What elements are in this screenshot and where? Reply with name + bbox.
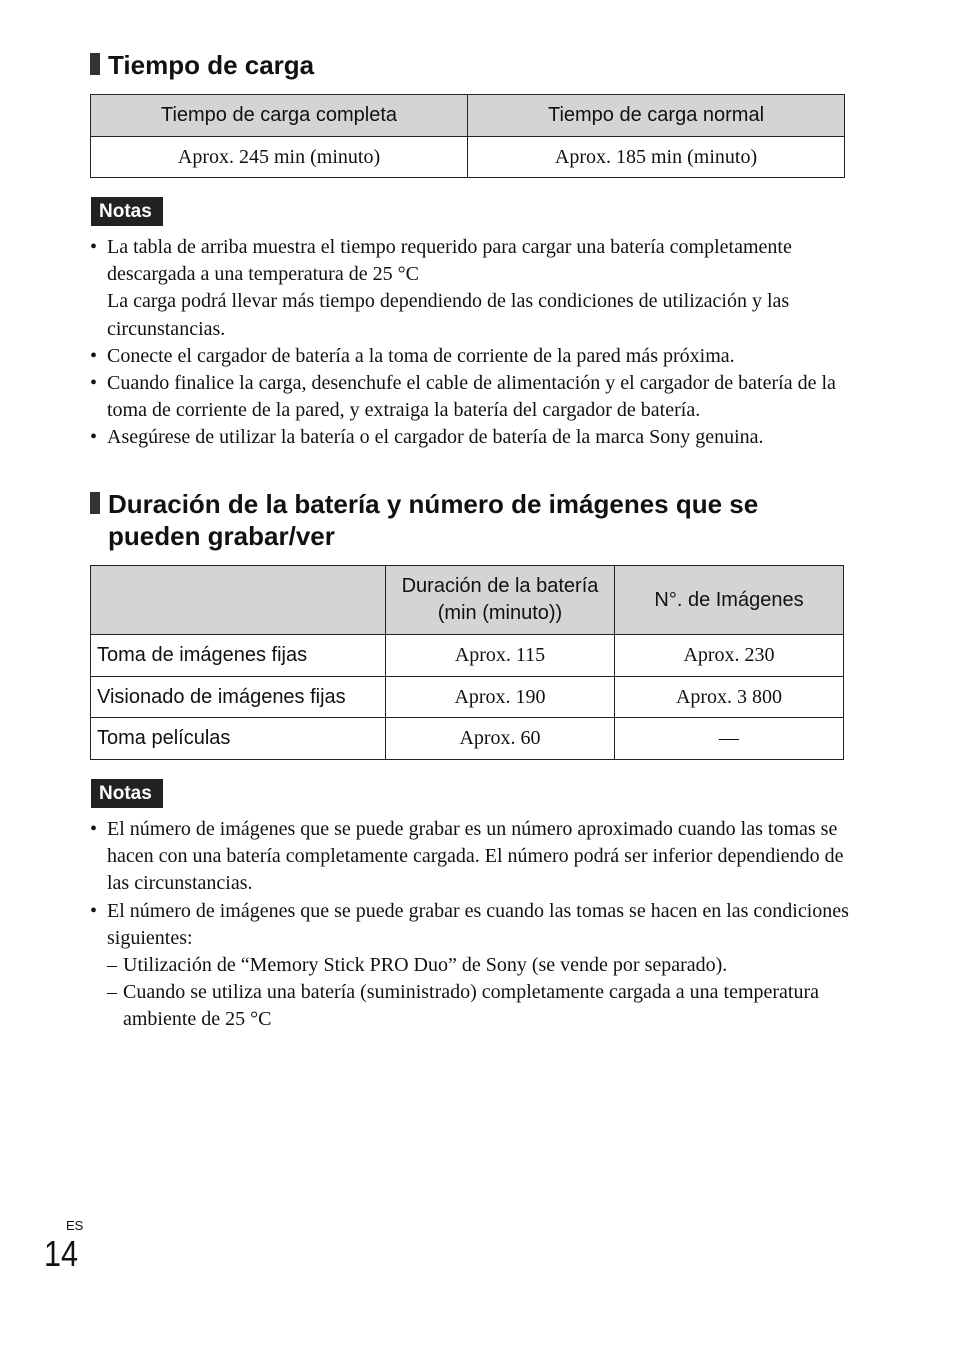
list-item xyxy=(90,343,850,370)
condition-text: Utilización de “Memory Stick PRO Duo” de Sony (se vende por separado). xyxy=(123,954,728,977)
condition-item xyxy=(107,952,850,979)
row-label: Visionado de imágenes fijas xyxy=(91,677,386,718)
note-text: Cuando finalice la carga, desenchufe el cable de alimentación y el cargador de batería de la toma de corriente de la pared, y extraiga la batería del cargador de batería. xyxy=(107,372,836,422)
condition-item xyxy=(107,979,850,1033)
charge-notes-list xyxy=(90,234,850,452)
note-text: Asegúrese de utilizar la batería o el cargador de batería de la marca Sony genuina. xyxy=(107,426,764,449)
table-header-row xyxy=(91,95,845,137)
language-code: ES xyxy=(66,1218,84,1233)
note-text: La tabla de arriba muestra el tiempo requerido para cargar una batería completamente descargada a una temperatura de 25 °C xyxy=(107,236,792,286)
table-header-cell: Tiempo de carga normal xyxy=(468,95,845,137)
bullet-icon: • xyxy=(90,818,98,840)
note-text: El número de imágenes que se puede grabar es un número aproximado cuando las tomas se hacen con una batería completamente cargada. El número podrá ser inferior dependiendo de las circunstancias. xyxy=(107,818,844,895)
battery-title-text: Duración de la batería y número de imágenes que se pueden grabar/ver xyxy=(108,489,759,551)
table-header-row xyxy=(91,566,844,635)
table-cell: Aprox. 245 min (minuto) xyxy=(91,137,468,178)
condition-text: Cuando se utiliza una batería (suministrado) completamente cargada a una temperatura ambiente de 25 °C xyxy=(123,981,820,1031)
dash-icon: – xyxy=(107,954,117,977)
table-cell: — xyxy=(615,718,844,760)
table-cell: Aprox. 115 xyxy=(386,635,615,677)
table-cell: Aprox. 190 xyxy=(386,677,615,718)
section-marker-icon xyxy=(90,492,100,514)
table-cell: Aprox. 3 800 xyxy=(615,677,844,718)
table-cell: Aprox. 185 min (minuto) xyxy=(468,137,845,178)
table-header-cell xyxy=(91,566,386,635)
note-text: El número de imágenes que se puede grabar es cuando las tomas se hacen en las condiciones siguientes: xyxy=(107,899,849,949)
table-header-cell: Duración de la batería (min (minuto)) xyxy=(386,566,615,635)
battery-life-table xyxy=(90,565,844,760)
bullet-icon: • xyxy=(90,344,98,367)
table-header-cell: Tiempo de carga completa xyxy=(91,95,468,137)
bullet-icon: • xyxy=(90,236,98,258)
table-row xyxy=(91,677,844,718)
list-item xyxy=(90,424,850,451)
list-item xyxy=(90,234,850,343)
list-item xyxy=(90,370,850,424)
notes-badge: Notas xyxy=(91,779,163,808)
section-marker-icon xyxy=(90,53,100,75)
note-text: La carga podrá llevar más tiempo dependiendo de las condiciones de utilización y las circunstancias. xyxy=(107,290,790,340)
row-label: Toma de imágenes fijas xyxy=(91,635,386,677)
row-label: Toma películas xyxy=(91,718,386,760)
bullet-icon: • xyxy=(90,426,98,449)
table-row xyxy=(91,718,844,760)
charge-section-title xyxy=(90,49,314,81)
table-row xyxy=(91,635,844,677)
bullet-icon: • xyxy=(90,372,98,395)
battery-notes-list xyxy=(90,816,850,1034)
list-item xyxy=(90,898,850,1034)
note-text: Conecte el cargador de batería a la toma de corriente de la pared más próxima. xyxy=(107,344,735,367)
dash-icon: – xyxy=(107,981,117,1004)
list-item xyxy=(90,816,850,898)
table-header-cell: N°. de Imágenes xyxy=(615,566,844,635)
table-cell: Aprox. 230 xyxy=(615,635,844,677)
battery-section-title xyxy=(90,488,850,552)
table-row xyxy=(91,137,845,178)
charge-title-text: Tiempo de carga xyxy=(108,50,315,80)
page-number: 14 xyxy=(44,1233,79,1274)
notes-badge: Notas xyxy=(91,197,163,226)
table-cell: Aprox. 60 xyxy=(386,718,615,760)
bullet-icon: • xyxy=(90,899,98,922)
charge-time-table xyxy=(90,94,845,178)
